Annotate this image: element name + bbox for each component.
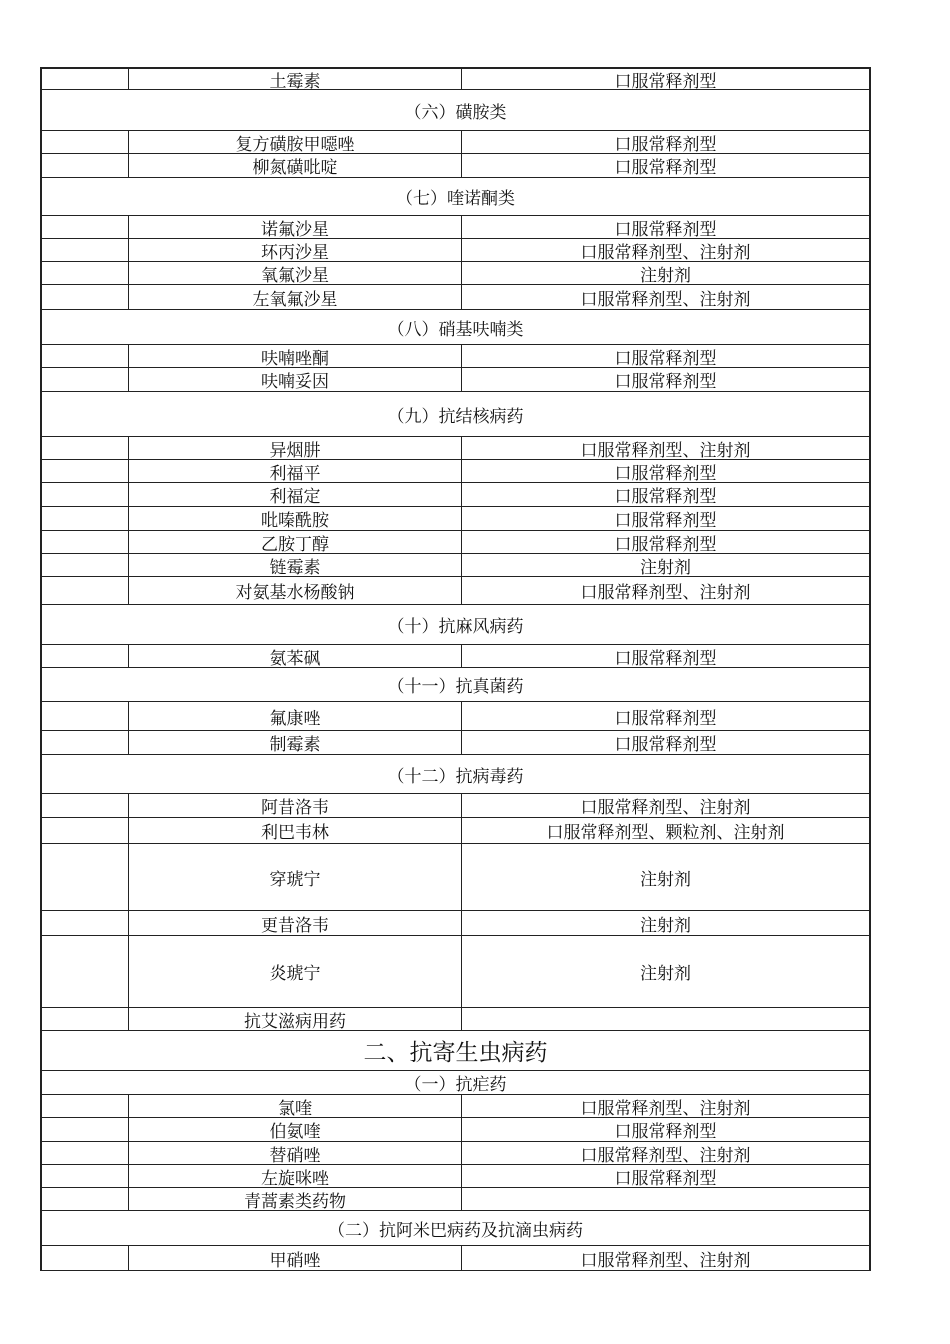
dosage-form-cell: 口服常释剂型、注射剂 [580,1145,751,1164]
dosage-form-cell: 口服常释剂型、颗粒剂、注射剂 [546,823,785,843]
section-heading: （九）抗结核病药 [42,392,869,437]
drug-name-cell: 利福平 [129,460,462,482]
table-row [42,702,869,731]
index-cell [42,844,129,910]
drug-name-cell: 诺氟沙星 [129,216,462,238]
drug-name-cell: 氯喹 [129,1095,462,1117]
table-row [42,731,869,755]
drug-name-cell: 利巴韦林 [129,818,462,843]
dosage-form-cell [462,1008,869,1030]
table-row [42,1165,869,1188]
drug-name-cell: 炎琥宁 [129,936,462,1007]
drug-name-cell: 呋喃唑酮 [129,345,462,367]
dosage-form-cell: 口服常释剂型 [614,534,717,553]
dosage-form-cell: 注射剂 [640,557,691,576]
index-cell [42,483,129,506]
drug-name-cell: 左旋咪唑 [129,1165,462,1187]
section-heading: （一）抗疟药 [42,1071,869,1095]
drug-name-cell: 氨苯砜 [129,645,462,667]
dosage-form-cell: 口服常释剂型 [614,1122,717,1141]
section-heading: （八）硝基呋喃类 [42,310,869,345]
table-row [42,1095,869,1118]
drug-name-cell: 复方磺胺甲噁唑 [129,131,462,153]
dosage-form-cell: 口服常释剂型 [614,511,717,530]
drug-name-cell: 利福定 [129,483,462,506]
drug-name-cell: 更昔洛韦 [129,911,462,935]
table-row [42,285,869,310]
table-row [42,794,869,818]
table-row [42,67,869,90]
index-cell [42,437,129,459]
index-cell [42,262,129,284]
index-cell [42,731,129,754]
drug-name-cell: 氟康唑 [129,702,462,730]
drug-name-cell: 穿琥宁 [129,844,462,910]
table-row [42,507,869,531]
drug-name-cell: 环丙沙星 [129,239,462,261]
index-cell [42,507,129,530]
section-heading: （二）抗阿米巴病药及抗滴虫病药 [42,1211,869,1246]
table-row [42,645,869,668]
drug-name-cell: 呋喃妥因 [129,368,462,391]
table-row [42,531,869,554]
table-row [42,1142,869,1165]
dosage-form-cell [462,1188,869,1210]
table-row [42,154,869,178]
index-cell [42,818,129,843]
dosage-form-cell: 口服常释剂型、注射剂 [580,798,751,817]
drug-name-cell: 柳氮磺吡啶 [129,154,462,177]
index-cell [42,1188,129,1210]
index-cell [42,1095,129,1117]
table-row [42,1008,869,1031]
index-cell [42,285,129,309]
index-cell [42,577,129,604]
dosage-form-cell: 注射剂 [640,915,691,935]
index-cell [42,936,129,1007]
drug-name-cell: 抗艾滋病用药 [129,1008,462,1030]
drug-name-cell: 氧氟沙星 [129,262,462,284]
index-cell [42,911,129,935]
index-cell [42,702,129,730]
dosage-form-cell: 口服常释剂型 [614,219,717,238]
index-cell [42,131,129,153]
drug-name-cell: 土霉素 [129,69,462,89]
dosage-form-cell: 口服常释剂型 [614,708,717,729]
table-row [42,844,869,911]
dosage-form-cell: 注射剂 [640,265,691,284]
table-row [42,1188,869,1211]
index-cell [42,69,129,89]
dosage-form-cell: 口服常释剂型 [614,735,717,754]
drug-catalog-table [40,67,871,1271]
table-row [42,1246,869,1271]
table-row [42,239,869,262]
dosage-form-cell: 口服常释剂型 [614,487,717,506]
section-heading: （六）磺胺类 [42,90,869,131]
table-row [42,437,869,460]
table-row [42,818,869,844]
section-heading: （十二）抗病毒药 [42,755,869,794]
table-row [42,345,869,368]
dosage-form-cell: 口服常释剂型、注射剂 [580,1098,751,1117]
index-cell [42,1118,129,1141]
drug-name-cell: 乙胺丁醇 [129,531,462,553]
table-row [42,216,869,239]
table-row [42,577,869,605]
dosage-form-cell: 口服常释剂型、注射剂 [580,583,751,603]
index-cell [42,794,129,817]
drug-name-cell: 青蒿素类药物 [129,1188,462,1210]
index-cell [42,1165,129,1187]
dosage-form-cell: 口服常释剂型 [614,372,717,391]
index-cell [42,154,129,177]
dosage-form-cell: 口服常释剂型、注射剂 [580,1250,751,1270]
dosage-form-cell: 注射剂 [640,964,691,984]
dosage-form-cell: 注射剂 [640,869,691,890]
index-cell [42,368,129,391]
drug-name-cell: 伯氨喹 [129,1118,462,1141]
drug-name-cell: 对氨基水杨酸钠 [129,577,462,604]
index-cell [42,216,129,238]
category-heading: 二、抗寄生虫病药 [42,1031,869,1071]
table-row [42,131,869,154]
index-cell [42,460,129,482]
drug-name-cell: 制霉素 [129,731,462,754]
drug-name-cell: 异烟肼 [129,437,462,459]
section-heading: （十一）抗真菌药 [42,668,869,702]
section-heading: （十）抗麻风病药 [42,605,869,645]
dosage-form-cell: 口服常释剂型 [614,648,717,667]
dosage-form-cell: 口服常释剂型 [614,134,717,153]
drug-name-cell: 甲硝唑 [129,1246,462,1270]
table-row [42,554,869,577]
dosage-form-cell: 口服常释剂型 [614,71,717,89]
table-row [42,911,869,936]
index-cell [42,239,129,261]
table-row [42,368,869,392]
table-row [42,483,869,507]
drug-name-cell: 阿昔洛韦 [129,794,462,817]
index-cell [42,531,129,553]
drug-name-cell: 链霉素 [129,554,462,576]
index-cell [42,1142,129,1164]
table-row [42,460,869,483]
drug-name-cell: 吡嗪酰胺 [129,507,462,530]
index-cell [42,645,129,667]
dosage-form-cell: 口服常释剂型 [614,1168,717,1187]
table-row [42,262,869,285]
table-row [42,1118,869,1142]
dosage-form-cell: 口服常释剂型 [614,348,717,367]
index-cell [42,1246,129,1270]
index-cell [42,554,129,576]
drug-name-cell: 替硝唑 [129,1142,462,1164]
index-cell [42,1008,129,1030]
dosage-form-cell: 口服常释剂型 [614,463,717,482]
dosage-form-cell: 口服常释剂型 [614,158,717,177]
table-row [42,936,869,1008]
section-heading: （七）喹诺酮类 [42,178,869,216]
index-cell [42,345,129,367]
dosage-form-cell: 口服常释剂型、注射剂 [580,440,751,459]
dosage-form-cell: 口服常释剂型、注射剂 [580,289,751,309]
dosage-form-cell: 口服常释剂型、注射剂 [580,242,751,261]
drug-name-cell: 左氧氟沙星 [129,285,462,309]
